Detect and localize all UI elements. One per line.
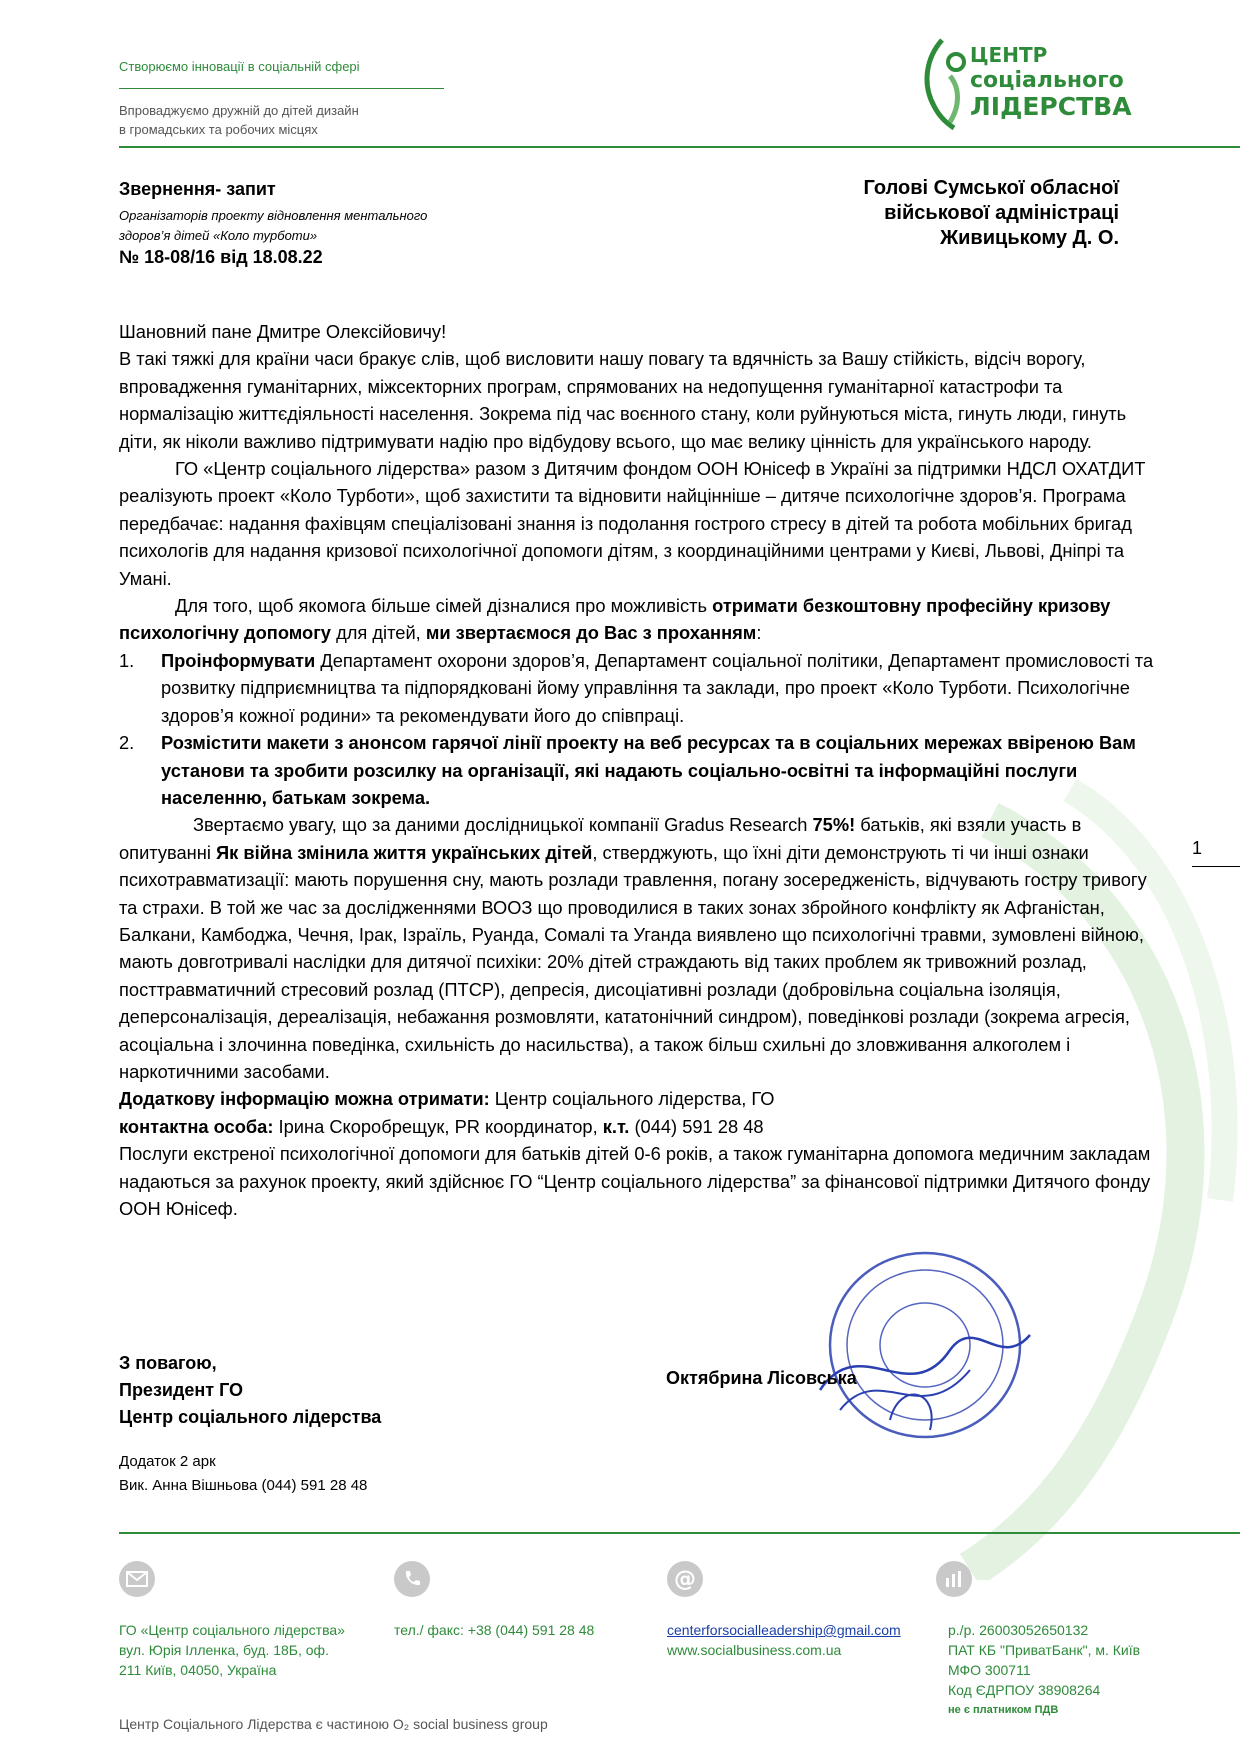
tagline-design [119, 101, 359, 139]
attachment-line2: Вик. Анна Вішньова (044) 591 28 48 [119, 1477, 368, 1494]
official-stamp-seal [800, 1240, 1040, 1450]
contact-phone: (044) 591 28 48 [629, 1115, 764, 1137]
research-text-bold-d: Як війна змінила життя українських дітей [216, 841, 593, 863]
footer-vat-note: не є платником ПДВ [948, 1704, 1059, 1716]
list-item-1-rest: Департамент охорони здоров’я, Департамент соціальної політики, Департамент промисловості та розвитку підприємництва та підпорядковані йому управління та заклади, про проект «Коло Турботи. Психологічне здоров’я кожної родини» та рекомендувати його до співпраці. [161, 649, 1154, 726]
footer-edrpou: Код ЄДРПОУ 38908264 [948, 1682, 1101, 1698]
logo-text-line1: ЦЕНТР [970, 43, 1048, 67]
request-number: № 18-08/16 від 18.08.22 [119, 247, 323, 267]
tagline-design-line1: Впроваджуємо дружній до дітей дизайн [119, 103, 359, 118]
page-number-underline [1192, 866, 1240, 867]
addressee-line3: Живицькому Д. О. [940, 227, 1119, 249]
signature-closing: З повагою, [119, 1353, 217, 1373]
attachment-info [119, 1450, 367, 1498]
request-title: Звернення- запит [119, 179, 276, 199]
list-item-2-text: Розмістити макети з анонсом гарячої лінії проекту на веб ресурсах та в соціальних мережах ввіреною Вам установи та зробити розсилку на організації, які надають соціально-освітні та інформаційні послуги населенню, батькам зокрема. [161, 732, 1136, 808]
organization-logo [920, 36, 1150, 131]
paragraph-gratitude: В такі тяжкі для країни часи бракує слів, щоб висловити нашу повагу та вдячність за Вашу стійкість, відсіч ворогу, впровадження гуманітарних, міжсекторних програм, спрямованих на недопущення гуманітарної катастрофи та нормалізацію життєдіяльності населення. Зокрема під час воєнного стану, коли руйнуються міста, гинуть люди, гинуть діти, як ніколи важливо підтримувати надію про відбудову всього, що має велику цінність для українського народу. [119, 348, 1127, 452]
at-icon: @ [667, 1561, 703, 1597]
footer-mfo: МФО 300711 [948, 1662, 1031, 1678]
request-text-bold-d: ми звертаємося до Вас з проханням [425, 622, 757, 644]
page-number: 1 [1192, 838, 1203, 858]
footer-address [119, 1620, 345, 1680]
footer-contacts [667, 1620, 901, 1660]
addressee-line1: Голові Сумської обласної [863, 177, 1119, 199]
logo-text-line2: соціального [970, 68, 1124, 93]
letter-body [119, 318, 1159, 1222]
paragraph-project: ГО «Центр соціального лідерства» разом з Дитячим фондом ООН Юнісеф в Україні за підтримки НДСЛ ОХАТДИТ реалізують проект «Коло Турботи», щоб захистити та відновити найцінніше – дитяче психологічне здоров’я. Програма передбачає: надання фахівцям спеціалізовані знання із подолання гострого стресу в дітей та робота мобільних бригад психологів для надання кризової психологічної допомоги дітям, з координаційними центрами у Києві, Львові, Дніпрі та Умані. [119, 458, 1146, 589]
paragraph-request [119, 592, 1159, 647]
signature-organization: Центр соціального лідерства [119, 1407, 382, 1427]
request-text-e: : [756, 622, 762, 644]
logo-figure-icon [920, 36, 970, 131]
info-label: Додаткову інформацію можна отримати: [119, 1088, 490, 1110]
research-text-a: Звертаємо увагу, що за даними дослідницької компанії Gradus Research [193, 814, 813, 836]
request-text-bold-b: отримати безкоштовну професійну кризову психологічну допомогу [119, 595, 1111, 644]
tagline-divider [119, 88, 444, 89]
info-value: Центр соціального лідерства, ГО [489, 1088, 775, 1110]
footer-org-name: ГО «Центр соціального лідерства» [119, 1622, 345, 1638]
list-item-1-number: 1. [119, 649, 135, 671]
footer-phone-text: тел./ факс: +38 (044) 591 28 48 [394, 1622, 595, 1638]
info-line [119, 1085, 1159, 1112]
request-subtitle-line1: Організаторів проекту відновлення ментального [119, 208, 428, 223]
footer-bank: ПАТ КБ "ПриватБанк", м. Київ [948, 1642, 1141, 1658]
list-item-2 [119, 729, 1159, 811]
list-item-1 [119, 647, 1159, 729]
footer-divider [119, 1532, 1240, 1534]
research-text-c: батьків, які взяли участь в опитуванні [119, 814, 1082, 863]
contact-line [119, 1113, 1159, 1140]
tagline-design-line2: в громадських та робочих місцях [119, 122, 318, 137]
request-text-a: Для того, щоб якомога більше сімей дізналися про можливість [175, 595, 713, 617]
list-item-1-text [161, 647, 1159, 729]
addressee-block [864, 176, 1119, 251]
paragraph-services: Послуги екстреної психологічної допомоги для батьків дітей 0-6 років, а також гуманітарна допомога медичним закладам надаються за рахунок проекту, який здійснює ГО “Центр соціального лідерства” за фінансової підтримки Дитячого фонду ООН Юнісеф. [119, 1143, 1151, 1219]
contact-value: Ірина Скоробрещук, PR координатор, [273, 1115, 603, 1137]
logo-text-line3: ЛІДЕРСТВА [970, 92, 1132, 121]
signatory-name: Октябрина Лісовська [666, 1368, 857, 1388]
phone-icon [394, 1561, 430, 1597]
signature-title: Президент ГО [119, 1380, 244, 1400]
attachment-line1: Додаток 2 арк [119, 1453, 216, 1470]
footer-group-note: Центр Соціального Лідерства є частиною O₂ social business group [119, 1716, 548, 1732]
list-item-1-bold: Проінформувати [161, 649, 316, 671]
header-divider [119, 146, 1240, 148]
request-subtitle [119, 206, 427, 246]
contact-phone-label: к.т. [602, 1115, 630, 1137]
footer-bank-details [948, 1620, 1140, 1720]
request-text-c: для дітей, [330, 622, 426, 644]
mail-icon [119, 1561, 155, 1597]
contact-label: контактна особа: [119, 1115, 274, 1137]
paragraph-research [119, 811, 1159, 1085]
research-text-e: , стверджують, що їхні діти демонструють ті чи інші ознаки психотравматизації: мають порушення сну, мають розлади травлення, погану зосередженість, відчувають гостру тривогу та страхи. В той же час за дослідженнями ВООЗ що проводилися в таких зонах збройного конфлікту як Афганістан, Балкани, Камбоджа, Чечня, Ірак, Ізраїль, Руанда, Сомалі та Уганда виявлено що психологічні травми, зумовлені війною, мають довготривалі наслідки для дитячої психіки: 20% дітей страждають від таких проблем як тривожний розлад, посттравматичний стресовий розлад (ПТСР), депресія, дисоціативні розлади (добровільна соціальна ізоляція, деперсоналізація, дереалізація, небажання розмовляти, кататонічний синдром), поведінкові розлади (зокрема агресія, асоціальна і злочинна поведінка, схильність до насильства), а також більш схильні до зловживання алкоголем і наркотичними засобами. [119, 841, 1147, 1082]
footer-city: 211 Київ, 04050, Україна [119, 1662, 277, 1678]
bank-icon [936, 1561, 972, 1597]
footer-website[interactable]: www.socialbusiness.com.ua [667, 1642, 842, 1658]
addressee-line2: військової адміністраці [884, 202, 1119, 224]
footer-street: вул. Юрія Ілленка, буд. 18Б, оф. [119, 1642, 329, 1658]
footer-email-link[interactable]: centerforsocialleadership@gmail.com [667, 1622, 901, 1638]
tagline-innovation: Створюємо інновації в соціальній сфері [119, 59, 360, 74]
list-item-2-number: 2. [119, 732, 135, 754]
footer-phone [394, 1620, 594, 1640]
request-subtitle-line2: здоров’я дітей «Коло турботи» [119, 228, 318, 243]
research-text-bold-b: 75%! [812, 814, 856, 836]
signature-block [119, 1350, 381, 1431]
footer-account: р./р. 26003052650132 [948, 1622, 1089, 1638]
greeting: Шановний пане Дмитре Олексійовичу! [119, 321, 447, 342]
